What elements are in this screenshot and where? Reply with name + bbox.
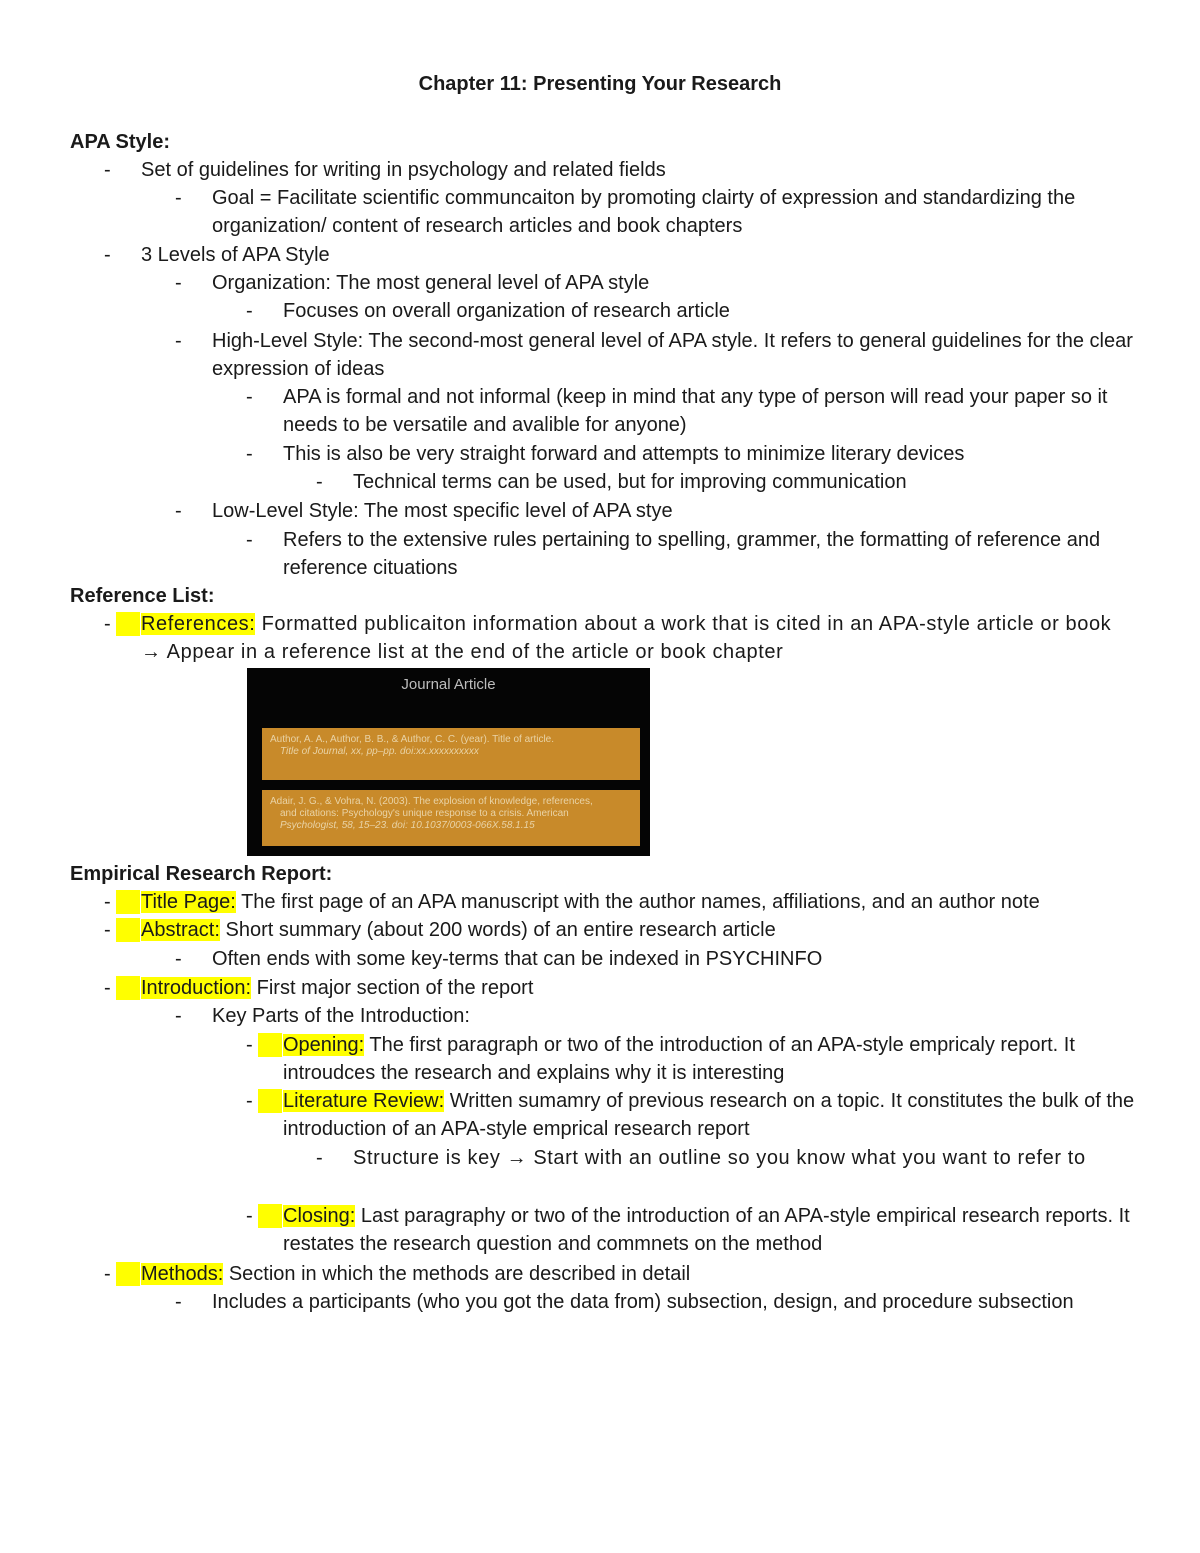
bullet-dash: - <box>246 300 253 322</box>
bullet-dash: - <box>175 187 182 209</box>
list-item-text: Refers to the extensive rules pertaining to spelling, grammer, the formatting of reference and reference cituations <box>283 529 1101 580</box>
list-item-text: Key Parts of the Introduction: <box>212 1005 470 1027</box>
list-item-text: Focuses on overall organization of research article <box>283 300 730 322</box>
list-item-text: High-Level Style: The second-most general level of APA style. It refers to general guidelines for the clear expression of ideas <box>212 330 1133 381</box>
term-definition: Short summary (about 200 words) of an entire research article <box>219 919 776 941</box>
bullet-dash: - <box>104 159 111 181</box>
list-item-text: 3 Levels of APA Style <box>141 244 330 266</box>
bullet-dash: - <box>104 1263 111 1285</box>
list-item-text: Structure is key → Start with an outline so you know what you want to refer to <box>353 1147 1086 1169</box>
section-heading-apa-style: APA Style: <box>70 131 171 153</box>
highlight-marker <box>116 918 140 942</box>
bullet-dash: - <box>104 613 112 635</box>
list-item <box>246 440 1136 468</box>
list-item <box>104 916 1134 944</box>
highlighted-term: References: <box>141 613 256 635</box>
bullet-dash: - <box>104 977 111 999</box>
list-item <box>175 269 1135 297</box>
highlight-marker <box>116 612 140 636</box>
highlight-marker <box>258 1204 282 1228</box>
list-item <box>246 1087 1136 1144</box>
list-item-text: Organization: The most general level of APA style <box>212 272 650 294</box>
bullet-dash: - <box>316 1147 324 1169</box>
figure-text-line: Psychologist, 58, 15–23. doi: 10.1037/0003-066X.58.1.15 <box>280 820 535 831</box>
journal-article-figure <box>247 668 650 856</box>
highlight-marker <box>116 1262 140 1286</box>
highlight-marker <box>258 1089 282 1113</box>
bullet-dash: - <box>246 386 253 408</box>
bullet-dash: - <box>175 500 182 522</box>
page-title: Chapter 11: Presenting Your Research <box>418 73 782 95</box>
list-item-text: Goal = Facilitate scientific communcaiton by promoting clairty of expression and standardizing the organization/ content of research articles and book chapters <box>212 187 1076 238</box>
list-item <box>246 297 1136 325</box>
figure-text-line: Adair, J. G., & Vohra, N. (2003). The explosion of knowledge, references, <box>270 796 593 807</box>
highlighted-term: Introduction: <box>141 977 252 999</box>
bullet-dash: - <box>175 1291 182 1313</box>
bullet-dash: - <box>104 244 111 266</box>
list-item <box>104 1260 1134 1288</box>
highlighted-term: Abstract: <box>141 919 220 941</box>
list-item <box>175 327 1135 384</box>
section-heading-empirical-report: Empirical Research Report: <box>70 863 333 885</box>
bullet-dash: - <box>246 443 253 465</box>
list-item-text: Often ends with some key-terms that can be indexed in PSYCHINFO <box>212 948 823 970</box>
figure-title: Journal Article <box>401 676 496 693</box>
list-item <box>104 610 1134 667</box>
highlighted-term: Literature Review: <box>283 1090 445 1112</box>
list-item <box>175 497 1135 525</box>
list-item <box>246 526 1136 583</box>
list-item <box>104 156 1134 184</box>
highlighted-term: Closing: <box>283 1205 356 1227</box>
list-item <box>104 974 1134 1002</box>
section-heading-reference-list: Reference List: <box>70 585 215 607</box>
bullet-dash: - <box>246 529 253 551</box>
term-definition: Last paragraphy or two of the introduction of an APA-style empirical research reports. It restates the research question and commnets on the method <box>283 1205 1130 1256</box>
term-definition: The first page of an APA manuscript with the author names, affiliations, and an author note <box>235 891 1040 913</box>
term-definition: Section in which the methods are described in detail <box>223 1263 691 1285</box>
bullet-dash: - <box>175 272 182 294</box>
figure-text-line: and citations: Psychology's unique response to a crisis. American <box>280 808 569 819</box>
bullet-dash: - <box>175 330 182 352</box>
list-item <box>104 241 1134 269</box>
highlighted-term: Opening: <box>283 1034 365 1056</box>
term-definition: Written sumamry of previous research on a topic. It constitutes the bulk of the introduction of an APA-style emprical research report <box>283 1090 1135 1141</box>
list-item <box>104 888 1134 916</box>
list-item <box>246 383 1136 440</box>
bullet-dash: - <box>175 1005 182 1027</box>
bullet-dash: - <box>246 1034 253 1056</box>
highlighted-term: Title Page: <box>141 891 236 913</box>
bullet-dash: - <box>104 891 111 913</box>
figure-text-line: Author, A. A., Author, B. B., & Author, C. C. (year). Title of article. <box>270 734 555 745</box>
list-item-text: Set of guidelines for writing in psychology and related fields <box>141 159 666 181</box>
reference-example-box <box>262 790 640 846</box>
list-item <box>175 945 1135 973</box>
bullet-dash: - <box>104 919 111 941</box>
term-definition: The first paragraph or two of the introduction of an APA-style empricaly report. It introudces the research and explains why it is interesting <box>283 1034 1075 1085</box>
bullet-dash: - <box>175 948 182 970</box>
highlight-marker <box>116 976 140 1000</box>
list-item-text: Low-Level Style: The most specific level of APA stye <box>212 500 673 522</box>
list-item <box>175 184 1135 241</box>
list-item <box>246 1202 1136 1259</box>
list-item <box>246 1031 1136 1088</box>
list-item <box>175 1002 1135 1030</box>
list-item <box>175 1288 1135 1316</box>
term-definition: Formatted publicaiton information about a work that is cited in an APA-style article or book → Appear in a reference list at the end of the article or book chapter <box>141 613 1112 664</box>
list-item-text: Technical terms can be used, but for improving communication <box>353 471 907 493</box>
figure-text-line: Title of Journal, xx, pp–pp. doi:xx.xxxxxxxxxx <box>280 746 479 757</box>
list-item-text: This is also be very straight forward and attempts to minimize literary devices <box>283 443 965 465</box>
highlighted-term: Methods: <box>141 1263 224 1285</box>
bullet-dash: - <box>246 1090 253 1112</box>
list-item <box>316 468 1116 496</box>
list-item-text: APA is formal and not informal (keep in mind that any type of person will read your paper so it needs to be versatile and avalible for anyone) <box>283 386 1108 437</box>
reference-template-box <box>262 728 640 780</box>
highlight-marker <box>258 1033 282 1057</box>
bullet-dash: - <box>316 471 323 493</box>
highlight-marker <box>116 890 140 914</box>
term-definition: First major section of the report <box>251 977 534 999</box>
list-item-text: Includes a participants (who you got the data from) subsection, design, and procedure subsection <box>212 1291 1074 1313</box>
list-item <box>316 1144 1116 1172</box>
bullet-dash: - <box>246 1205 253 1227</box>
